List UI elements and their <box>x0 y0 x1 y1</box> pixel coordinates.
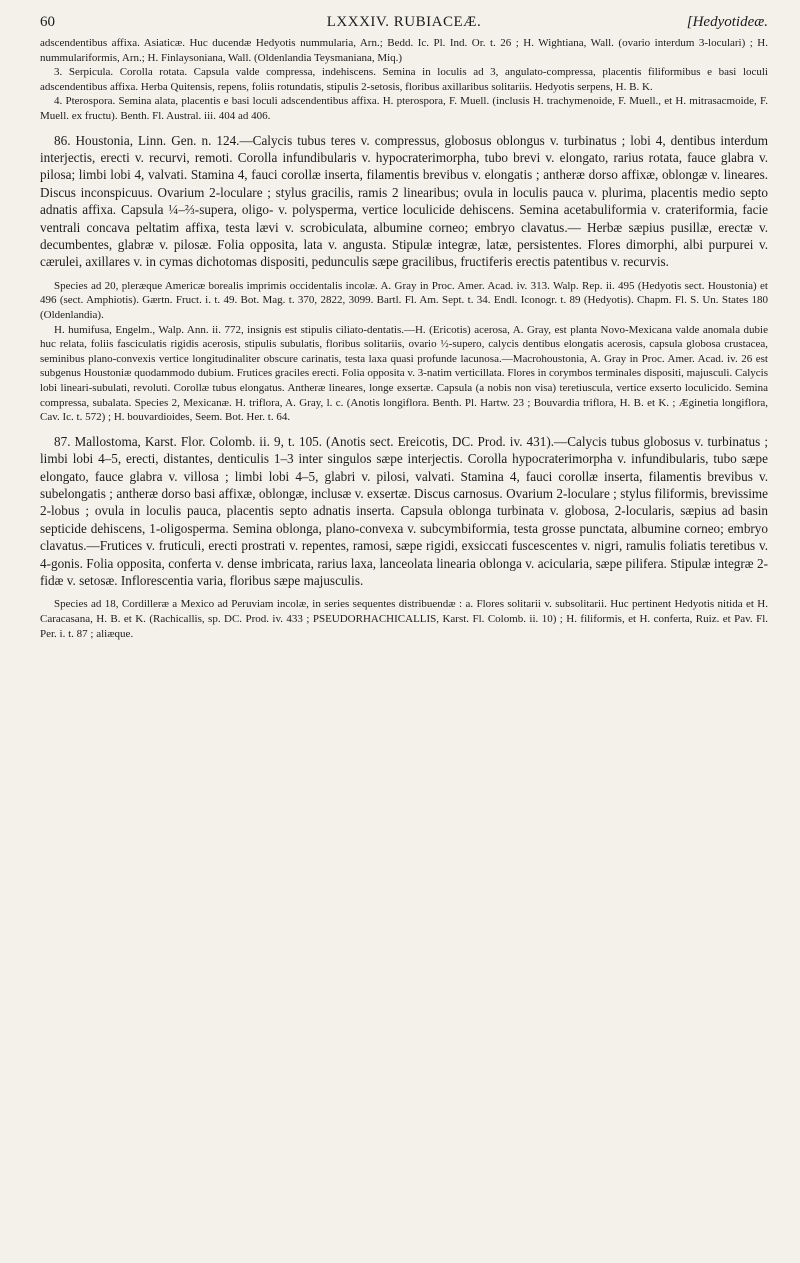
chapter-title: LXXXIV. RUBIACEÆ. <box>326 14 482 30</box>
genus-mallostoma: 87. Mallostoma, Karst. Flor. Colomb. ii. 9, t. 105. (Anotis sect. Ereicotis, DC. Prod. iv. 431).—Calycis tubus globosus v. turbinatus ; limbi lobi 4–5, erecti, distantes, denticulis 1–3 inter singulos sæpe interjectis. Corolla hypocraterimorpha v. infundibularis, tubo sæpe elongato, fauce glabra v. villosa ; limbi lobi 4–5, glabri v. pilosi, valvati. Stamina 4, fauci corollæ inserta, filamentis brevibus v. subelongatis ; antheræ dorso basi affixæ, oblongæ, inclusæ v. exsertæ. Discus carnosus. Ovarium 2-loculare ; stylus filiformis, brevissime 2-lobus ; ovula in loculis pauca, placentis septo adnatis inserta. Capsula oblonga turbinata v. globosa, 2-locularis, sæpius ad basin septicide dehiscens, 1-oligosperma. Semina oblonga, plano-convexa v. subcymbiformia, testa grosse punctata, albumine corneo; embryo clavatus.—Frutices v. fruticuli, erecti prostrati v. repentes, ramosi, sæpe rigidi, exsiccati fuscescentes v. nigri, ramulis foliatis teretibus v. 4-gonis. Folia opposita, conferta v. dense imbricata, rarius laxa, lanceolata linearia oblonga v. acicularia, sæpe pilifera. Stipulæ integræ 2-fidæ v. setosæ. Inflorescentia varia, floribus sæpe majusculis. <box>40 433 768 588</box>
houstonia-species: Species ad 20, pleræque Americæ borealis imprimis occidentalis incolæ. A. Gray in Proc. Amer. Acad. iv. 313. Walp. Rep. ii. 495 (Hedyotis sect. Houstonia) et 496 (sect. Amphiotis). Gærtn. Fruct. i. t. 49. Bot. Mag. t. 370, 2822, 3099. Bartl. Fl. Am. Sept. t. 34. Endl. Iconogr. t. 89 (Hedyotis). Chapm. Fl. S. Un. States 180 (Oldenlandia). <box>40 279 768 321</box>
genus-houstonia: 86. Houstonia, Linn. Gen. n. 124.—Calycis tubus teres v. compressus, globosus oblongus v. turbinatus ; lobi 4, dentibus interdum interjectis, erecti v. recurvi, remoti. Corolla infundibularis v. hypocraterimorpha, tubo brevi v. elongato, rarius rotata, fauce glabra v. pilosa; limbi lobi 4, valvati. Stamina 4, fauci corollæ inserta, filamentis brevibus v. elongatis ; antheræ dorso affixæ, oblongæ v. lineares. Discus inconspicuus. Ovarium 2-loculare ; stylus gracilis, ramis 2 linearibus; ovula in loculis pauca v. plurima, placentis medio septo adnatis affixa. Capsula ¼–⅔-supera, oligo- v. polysperma, vertice loculicide dehiscens. Semina acetabuliformia v. crateriformia, facie ventrali concava peltatim affixa, testa lævi v. scrobiculata, albumine corneo; embryo clavatus.— Herbæ sæpius pusillæ, erectæ v. decumbentes, glabræ v. pilosæ. Folia opposita, lata v. angusta. Stipulæ integræ, latæ, persistentes. Flores dimorphi, albi purpurei v. cærulei, axillares v. in cymas dichotomas dispositi, pedunculis sæpe gracilibus, fructiferis erectis patentibus v. recurvis. <box>40 132 768 270</box>
body-text <box>40 36 768 641</box>
page-header <box>40 8 768 36</box>
intro-paragraph-serpicula: 3. Serpicula. Corolla rotata. Capsula valde compressa, indehiscens. Semina in loculis ad 3, angulato-compressa, placentis filiformibus e basi loculi adscendentibus affixa. Herba Quitensis, repens, foliis rotundatis, stipulis 2-setosis, floribus axillaribus solitariis. Hedyotis serpens, H. B. K. <box>40 66 768 93</box>
mallostoma-species: Species ad 18, Cordilleræ a Mexico ad Peruviam incolæ, in series sequentes distribuendæ : a. Flores solitarii v. subsolitarii. Huc pertinent Hedyotis nitida et H. Caracasana, H. B. et K. (Rachicallis, sp. DC. Prod. iv. 433 ; PSEUDORHACHICALLIS, Karst. Fl. Colomb. ii. 10) ; H. filiformis, et H. conferta, Ruiz. et Pav. Fl. Per. i. t. 87 ; aliæque. <box>40 598 768 640</box>
section-title: [Hedyotideæ. <box>686 14 768 30</box>
intro-paragraph-pterospora: 4. Pterospora. Semina alata, placentis e basi loculi adscendentibus affixa. H. pterospora, F. Muell. (inclusis H. trachymenoide, F. Muell., et H. mitrasacmoide, F. Muell. ex fructu). Benth. Fl. Austral. iii. 404 ad 406. <box>40 95 768 122</box>
intro-paragraph-1: adscendentibus affixa. Asiaticæ. Huc ducendæ Hedyotis nummularia, Arn.; Bedd. Ic. Pl. Ind. Or. t. 26 ; H. Wightiana, Wall. (ovario interdum 3-loculari) ; H. nummulariformis, Arn.; H. Finlaysoniana, Wall. (Oldenlandia Teysmaniana, Miq.) <box>40 37 768 64</box>
page <box>40 0 768 641</box>
page-number: 60 <box>40 14 55 30</box>
houstonia-notes: H. humifusa, Engelm., Walp. Ann. ii. 772, insignis est stipulis ciliato-dentatis.—H. (Ericotis) acerosa, A. Gray, est planta Novo-Mexicana valde anomala dubie huc relata, foliis fasciculatis rigidis acerosis, stipulis subulatis, floribus solitariis, ovario ½-supero, calycis dentibus elongatis acerosis, capsula globosa crustacea, seminibus plano-convexis vertice longitudinaliter obscure carinatis, testa laxa quasi profunde lacunosa.—Macrohoustonia, A. Gray in Proc. Amer. Acad. iv. 26 est subgenus Houstoniæ quodammodo dubium. Frutices graciles erecti. Folia opposita v. 3-natim verticillata. Flores in corymbos terminales dispositi, majusculi. Calycis lobi lineari-subulati, revoluti. Corollæ tubus elongatus. Antheræ lineares, longe exsertæ. Capsula (a nobis non visa) teretiuscula, vertice exserto loculicido. Semina compressa, subalata. Species 2, Mexicanæ. H. triflora, A. Gray, l. c. (Anotis longiflora. Benth. Pl. Hartw. 23 ; Bouvardia triflora, H. B. et K. ; Æginetia longiflora, Cav. Ic. t. 572) ; H. bouvardioides, Seem. Bot. Her. t. 64. <box>40 323 768 424</box>
